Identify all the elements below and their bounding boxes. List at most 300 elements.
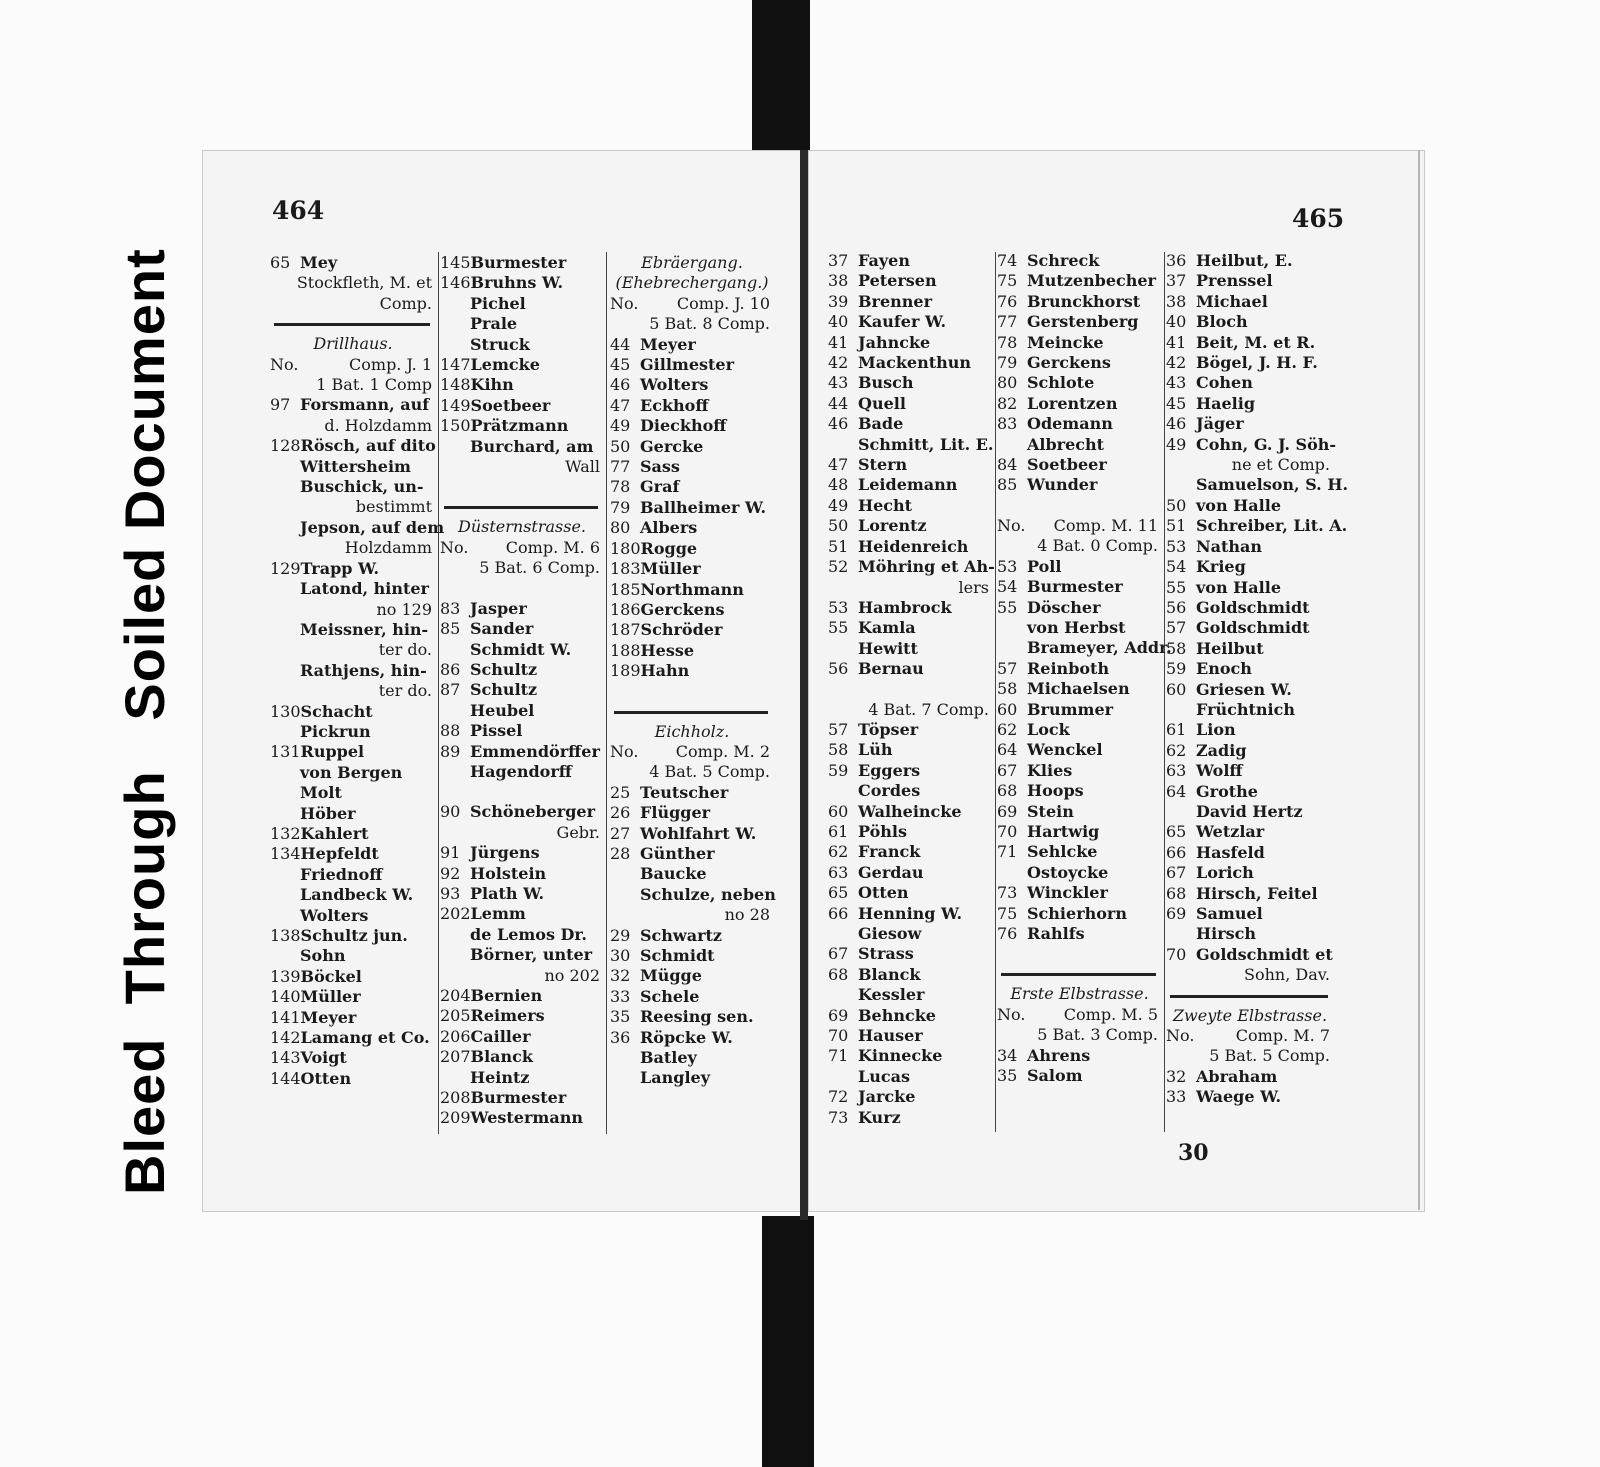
directory-entry <box>1166 414 1334 434</box>
resident-name: Bernien <box>470 986 543 1005</box>
resident-name: Rathjens, hin- <box>300 660 427 680</box>
directory-entry <box>997 312 1162 332</box>
house-number: 35 <box>997 1066 1018 1086</box>
directory-entry <box>440 253 604 273</box>
resident-name: Gerdau <box>858 862 924 882</box>
column-divider <box>995 252 996 1132</box>
street-heading: Ebräergang. <box>641 253 743 272</box>
resident-name: Hagendorff <box>470 761 572 781</box>
house-number: 64 <box>997 740 1018 760</box>
resident-name: Jarcke <box>858 1087 916 1107</box>
directory-entry <box>1166 741 1334 761</box>
resident-name: Busch <box>858 373 914 393</box>
directory-entry <box>997 598 1162 618</box>
house-number: 65 <box>1166 822 1187 842</box>
directory-entry <box>828 1087 993 1107</box>
house-number: 55 <box>997 597 1018 617</box>
entry-name <box>440 762 604 782</box>
house-number: 60 <box>1166 679 1187 699</box>
house-number: 91 <box>440 843 461 863</box>
street-heading: (Ehebrechergang.) <box>615 273 769 293</box>
house-number: 65 <box>270 253 291 272</box>
directory-entry <box>1166 353 1334 373</box>
house-number: 67 <box>997 760 1018 780</box>
house-number: 97 <box>270 395 291 415</box>
house-number: 51 <box>828 536 849 556</box>
company-label: Comp. J. 10 <box>676 293 770 313</box>
house-number: 40 <box>828 312 849 332</box>
right-page-number: 465 <box>1292 204 1345 233</box>
entry-name <box>270 620 436 640</box>
house-number: 39 <box>828 291 849 311</box>
house-number: 46 <box>1166 414 1187 434</box>
resident-name: Schreck <box>1027 251 1100 270</box>
company-label: Comp. M. 7 <box>1235 1026 1330 1046</box>
resident-name: von Bergen <box>300 762 403 782</box>
directory-column-4 <box>828 251 993 1128</box>
resident-name: Sehlcke <box>1027 842 1098 862</box>
house-number: 139 <box>270 966 301 986</box>
directory-entry <box>1166 843 1334 863</box>
house-number: 58 <box>997 679 1018 699</box>
resident-name: Hahn <box>640 661 690 681</box>
side-label <box>112 248 177 1195</box>
resident-name: Hartwig <box>1027 821 1100 841</box>
house-number: 43 <box>828 373 849 393</box>
resident-name: Hirsch, Feitel <box>1196 883 1318 903</box>
resident-name: Meincke <box>1027 332 1104 352</box>
house-number: 79 <box>997 353 1018 373</box>
resident-name: Meyer <box>640 334 696 354</box>
resident-name: Wenckel <box>1027 740 1103 760</box>
directory-entry <box>270 926 436 946</box>
house-number: 62 <box>997 719 1018 739</box>
house-number: 85 <box>440 619 461 639</box>
house-number: 80 <box>610 518 631 538</box>
resident-name: Molt <box>300 783 342 803</box>
directory-entry <box>610 477 774 497</box>
directory-entry <box>828 312 993 332</box>
house-number: 43 <box>1166 373 1187 393</box>
directory-entry <box>828 557 993 577</box>
binding-spine-top <box>752 0 810 158</box>
directory-entry <box>1166 639 1334 659</box>
resident-name: Griesen W. <box>1196 679 1292 699</box>
entry-continuation: Sohn, Dav. <box>1244 965 1330 985</box>
directory-entry <box>828 475 993 495</box>
resident-name: Wittersheim <box>300 456 411 476</box>
resident-name: Holstein <box>470 863 547 883</box>
entry-continuation: ne et Comp. <box>1231 455 1330 475</box>
directory-entry <box>828 353 993 373</box>
resident-name: Salom <box>1027 1066 1083 1086</box>
resident-name: Schöneberger <box>470 802 596 822</box>
resident-name: Ruppel <box>300 742 365 762</box>
directory-entry <box>1166 578 1334 598</box>
directory-entry <box>440 1088 604 1108</box>
directory-entry <box>610 926 774 946</box>
resident-name: Kurz <box>858 1107 901 1127</box>
resident-name: Burmester <box>470 253 567 272</box>
entry-name <box>1166 924 1334 944</box>
resident-name: Leidemann <box>858 475 958 495</box>
resident-name: Jahncke <box>858 332 931 352</box>
resident-name: Batley <box>640 1048 697 1068</box>
company-label: Comp. M. 11 <box>1053 515 1158 535</box>
house-number: 55 <box>1166 577 1187 597</box>
entry-continuation: no 28 <box>724 905 770 925</box>
directory-entry <box>270 702 436 722</box>
house-number: 73 <box>828 1107 849 1127</box>
resident-name: Cohn, G. J. Söh- <box>1196 434 1337 454</box>
directory-entry <box>997 679 1162 699</box>
directory-entry <box>997 577 1162 597</box>
resident-name: Goldschmidt <box>1196 618 1310 638</box>
resident-name: de Lemos Dr. <box>470 924 587 944</box>
page-edges <box>1412 150 1420 1210</box>
house-number: 49 <box>828 495 849 515</box>
directory-entry <box>610 946 774 966</box>
house-number: 68 <box>997 781 1018 801</box>
resident-name: Schmidt W. <box>470 639 572 659</box>
directory-entry <box>440 396 604 416</box>
resident-name: Reinboth <box>1027 658 1110 678</box>
house-number: 202 <box>440 904 471 924</box>
entry-name <box>1166 700 1334 720</box>
resident-name: Blanck <box>858 964 921 984</box>
resident-name: Pichel <box>470 293 526 313</box>
house-number: 54 <box>1166 557 1187 577</box>
resident-name: Krieg <box>1196 557 1246 577</box>
house-number: 45 <box>1166 393 1187 413</box>
entry-name <box>828 924 993 944</box>
directory-entry <box>440 273 604 293</box>
house-number: 40 <box>1166 312 1187 332</box>
house-number: 147 <box>440 355 471 375</box>
house-number: 46 <box>610 375 631 395</box>
directory-entry <box>828 904 993 924</box>
house-number: 71 <box>997 842 1018 862</box>
house-number: 44 <box>610 334 631 354</box>
house-number: 53 <box>828 597 849 617</box>
house-number: 189 <box>610 661 641 681</box>
entry-name <box>270 477 436 497</box>
directory-entry <box>440 802 604 822</box>
directory-entry <box>440 416 604 436</box>
resident-name: Northmann <box>640 579 744 599</box>
resident-name: Forsmann, auf <box>300 395 430 415</box>
column-divider <box>606 252 607 1134</box>
house-number: 62 <box>828 842 849 862</box>
directory-entry <box>610 966 774 986</box>
entry-name <box>440 640 604 660</box>
street-heading: Eichholz. <box>654 721 730 741</box>
house-number: 63 <box>828 862 849 882</box>
house-number: 206 <box>440 1026 471 1046</box>
directory-entry <box>828 292 993 312</box>
directory-entry <box>610 416 774 436</box>
entry-name <box>828 781 993 801</box>
company-header <box>440 538 604 558</box>
directory-entry <box>270 559 436 579</box>
entry-name <box>997 618 1162 638</box>
house-number: 185 <box>610 579 641 599</box>
house-number: 61 <box>828 821 849 841</box>
house-number: 69 <box>997 801 1018 821</box>
resident-name: Böckel <box>300 966 362 986</box>
directory-entry <box>997 924 1162 944</box>
no-label: No. <box>610 293 639 313</box>
resident-name: Schierhorn <box>1027 903 1127 923</box>
resident-name: Samuel <box>1196 904 1263 923</box>
house-number: 150 <box>440 416 471 436</box>
resident-name: Flügger <box>640 803 711 823</box>
directory-entry <box>828 1108 993 1128</box>
resident-name: Börner, unter <box>470 945 593 965</box>
house-number: 148 <box>440 375 471 395</box>
directory-entry <box>828 598 993 618</box>
entry-name <box>270 517 445 538</box>
directory-entry <box>828 271 993 291</box>
directory-entry <box>440 1108 604 1128</box>
resident-name: Burmester <box>1027 577 1123 597</box>
resident-name: Döscher <box>1027 597 1101 617</box>
house-number: 28 <box>610 843 631 863</box>
resident-name: Albers <box>640 518 698 538</box>
directory-entry <box>270 1069 436 1089</box>
directory-entry <box>440 884 604 904</box>
house-number: 130 <box>270 701 301 721</box>
directory-entry <box>828 373 993 393</box>
directory-entry <box>828 537 993 557</box>
directory-entry <box>610 498 774 518</box>
company-label: Comp. M. 2 <box>675 741 770 761</box>
entry-name <box>997 435 1162 455</box>
house-number: 65 <box>828 883 849 903</box>
directory-entry <box>440 355 604 375</box>
directory-entry <box>997 1066 1162 1086</box>
resident-name: Kahlert <box>300 823 369 843</box>
resident-name: von Halle <box>1196 577 1281 597</box>
resident-name: Wetzlar <box>1196 822 1265 842</box>
resident-name: Reesing sen. <box>640 1007 754 1027</box>
entry-continuation: ter do. <box>378 681 432 701</box>
house-number: 26 <box>610 803 631 823</box>
directory-entry <box>1166 434 1337 455</box>
house-number: 88 <box>440 721 461 741</box>
house-number: 62 <box>1166 740 1187 760</box>
resident-name: Bloch <box>1196 312 1248 332</box>
resident-name: Soetbeer <box>1027 455 1107 475</box>
entry-name <box>270 579 436 599</box>
directory-entry <box>997 700 1162 720</box>
resident-name: Hecht <box>858 495 913 515</box>
directory-entry <box>1166 496 1334 516</box>
resident-name: Michael <box>1196 291 1268 311</box>
entry-name <box>270 783 436 803</box>
resident-name: Giesow <box>858 924 922 943</box>
resident-name: Pissel <box>470 721 523 741</box>
house-number: 37 <box>828 251 849 270</box>
directory-entry <box>610 824 774 844</box>
house-number: 142 <box>270 1028 301 1048</box>
resident-name: Prätzmann <box>470 416 569 436</box>
street-heading: Erste Elbstrasse. <box>1010 984 1149 1004</box>
house-number: 73 <box>997 883 1018 903</box>
directory-entry <box>270 253 436 273</box>
house-number: 57 <box>997 658 1018 678</box>
house-number: 70 <box>1166 944 1187 964</box>
directory-entry <box>440 742 604 762</box>
directory-entry <box>997 394 1162 414</box>
house-number: 188 <box>610 640 641 660</box>
directory-entry <box>1166 557 1334 577</box>
resident-name: Bögel, J. H. F. <box>1196 353 1318 373</box>
directory-entry <box>1166 659 1334 679</box>
resident-name: Schultz jun. <box>300 926 408 945</box>
entry-name <box>440 945 604 965</box>
house-number: 48 <box>828 475 849 495</box>
house-number: 77 <box>610 457 631 477</box>
resident-name: Prale <box>470 314 518 334</box>
spacer <box>440 579 604 599</box>
directory-entry <box>1166 618 1334 638</box>
directory-entry <box>1166 1087 1334 1107</box>
directory-entry <box>828 802 993 822</box>
resident-name: Stein <box>1027 801 1074 821</box>
directory-entry <box>828 740 993 760</box>
resident-name: Schröder <box>640 620 723 640</box>
directory-entry <box>828 965 993 985</box>
entry-name <box>440 1068 604 1088</box>
directory-entry <box>1166 822 1334 842</box>
entry-continuation: Holzdamm <box>344 538 432 558</box>
resident-name: Ahrens <box>1027 1045 1091 1065</box>
company-header <box>610 294 774 314</box>
house-number: 140 <box>270 987 301 1007</box>
house-number: 59 <box>1166 659 1187 679</box>
resident-name: Lüh <box>858 740 893 760</box>
resident-name: Wolff <box>1196 761 1243 781</box>
directory-entry <box>1166 863 1334 883</box>
house-number: 207 <box>440 1047 471 1067</box>
resident-name: Lamang et Co. <box>300 1028 430 1048</box>
directory-entry <box>610 661 774 681</box>
directory-entry <box>828 496 993 516</box>
resident-name: Cohen <box>1196 373 1253 393</box>
directory-entry <box>1166 333 1334 353</box>
resident-name: Burmester <box>470 1088 567 1108</box>
resident-name: Dieckhoff <box>640 416 727 436</box>
house-number: 208 <box>440 1088 471 1108</box>
house-number: 83 <box>440 598 461 618</box>
directory-entry <box>1166 373 1334 393</box>
house-number: 49 <box>610 416 631 436</box>
house-number: 42 <box>1166 353 1187 373</box>
battalion-line: 5 Bat. 6 Comp. <box>479 558 600 578</box>
company-header <box>1166 1026 1334 1046</box>
resident-name: Prenssel <box>1196 271 1273 291</box>
house-number: 51 <box>1166 516 1187 536</box>
spacer <box>997 496 1162 516</box>
directory-entry <box>997 904 1162 924</box>
resident-name: Lucas <box>858 1066 910 1086</box>
directory-entry <box>610 559 774 579</box>
resident-name: Müller <box>300 987 361 1007</box>
resident-name: Sohn <box>300 946 346 966</box>
directory-entry <box>828 1026 993 1046</box>
house-number: 38 <box>828 271 849 291</box>
resident-name: Otten <box>858 883 909 903</box>
directory-entry <box>997 761 1162 781</box>
resident-name: Meissner, hin- <box>300 619 429 639</box>
house-number: 57 <box>1166 618 1187 638</box>
battalion-line: 5 Bat. 3 Comp. <box>1037 1025 1158 1045</box>
directory-entry <box>828 761 993 781</box>
entry-continuation: d. Holzdamm <box>324 415 432 435</box>
directory-entry <box>997 557 1162 577</box>
resident-name: Heilbut, E. <box>1196 251 1293 270</box>
resident-name: Schlote <box>1027 373 1095 393</box>
directory-entry <box>440 1006 604 1026</box>
directory-entry <box>440 843 604 863</box>
resident-name: Cordes <box>858 781 921 801</box>
entry-name <box>270 763 436 783</box>
house-number: 72 <box>828 1087 849 1107</box>
resident-name: Kinnecke <box>858 1046 943 1066</box>
directory-column-5 <box>997 251 1172 1086</box>
directory-entry <box>997 373 1162 393</box>
directory-entry <box>610 803 774 823</box>
directory-entry <box>610 600 774 620</box>
directory-entry <box>1166 904 1334 924</box>
house-number: 143 <box>270 1048 301 1068</box>
soiled-document-label: Soiled Document <box>113 248 176 721</box>
resident-name: Blanck <box>470 1047 533 1067</box>
directory-entry <box>270 967 436 987</box>
house-number: 144 <box>270 1068 301 1088</box>
resident-name: Plath W. <box>470 883 545 903</box>
house-number: 32 <box>610 966 631 986</box>
house-number: 56 <box>1166 597 1187 617</box>
resident-name: Mügge <box>640 966 702 986</box>
house-number: 187 <box>610 620 641 640</box>
house-number: 149 <box>440 395 471 415</box>
resident-name: Lorich <box>1196 863 1254 883</box>
house-number: 67 <box>1166 863 1187 883</box>
battalion-line: 1 Bat. 1 Comp <box>316 375 432 395</box>
resident-name: Odemann <box>1027 414 1113 434</box>
directory-entry <box>828 944 993 964</box>
directory-column-3 <box>610 253 774 1089</box>
house-number: 138 <box>270 926 301 945</box>
directory-entry <box>997 251 1162 271</box>
directory-entry <box>828 720 993 740</box>
directory-entry <box>610 437 774 457</box>
directory-entry <box>270 844 436 864</box>
directory-entry <box>1166 312 1334 332</box>
resident-name: Poll <box>1027 556 1062 576</box>
resident-name: Walheincke <box>858 801 962 821</box>
resident-name: Wolters <box>300 905 369 925</box>
house-number: 180 <box>610 538 641 558</box>
house-number: 83 <box>997 414 1018 434</box>
house-number: 53 <box>1166 536 1187 556</box>
house-number: 32 <box>1166 1066 1187 1086</box>
resident-name: Pickrun <box>300 721 371 741</box>
entry-continuation: Gebr. <box>556 822 600 842</box>
entry-continuation: no 129 <box>376 599 432 619</box>
